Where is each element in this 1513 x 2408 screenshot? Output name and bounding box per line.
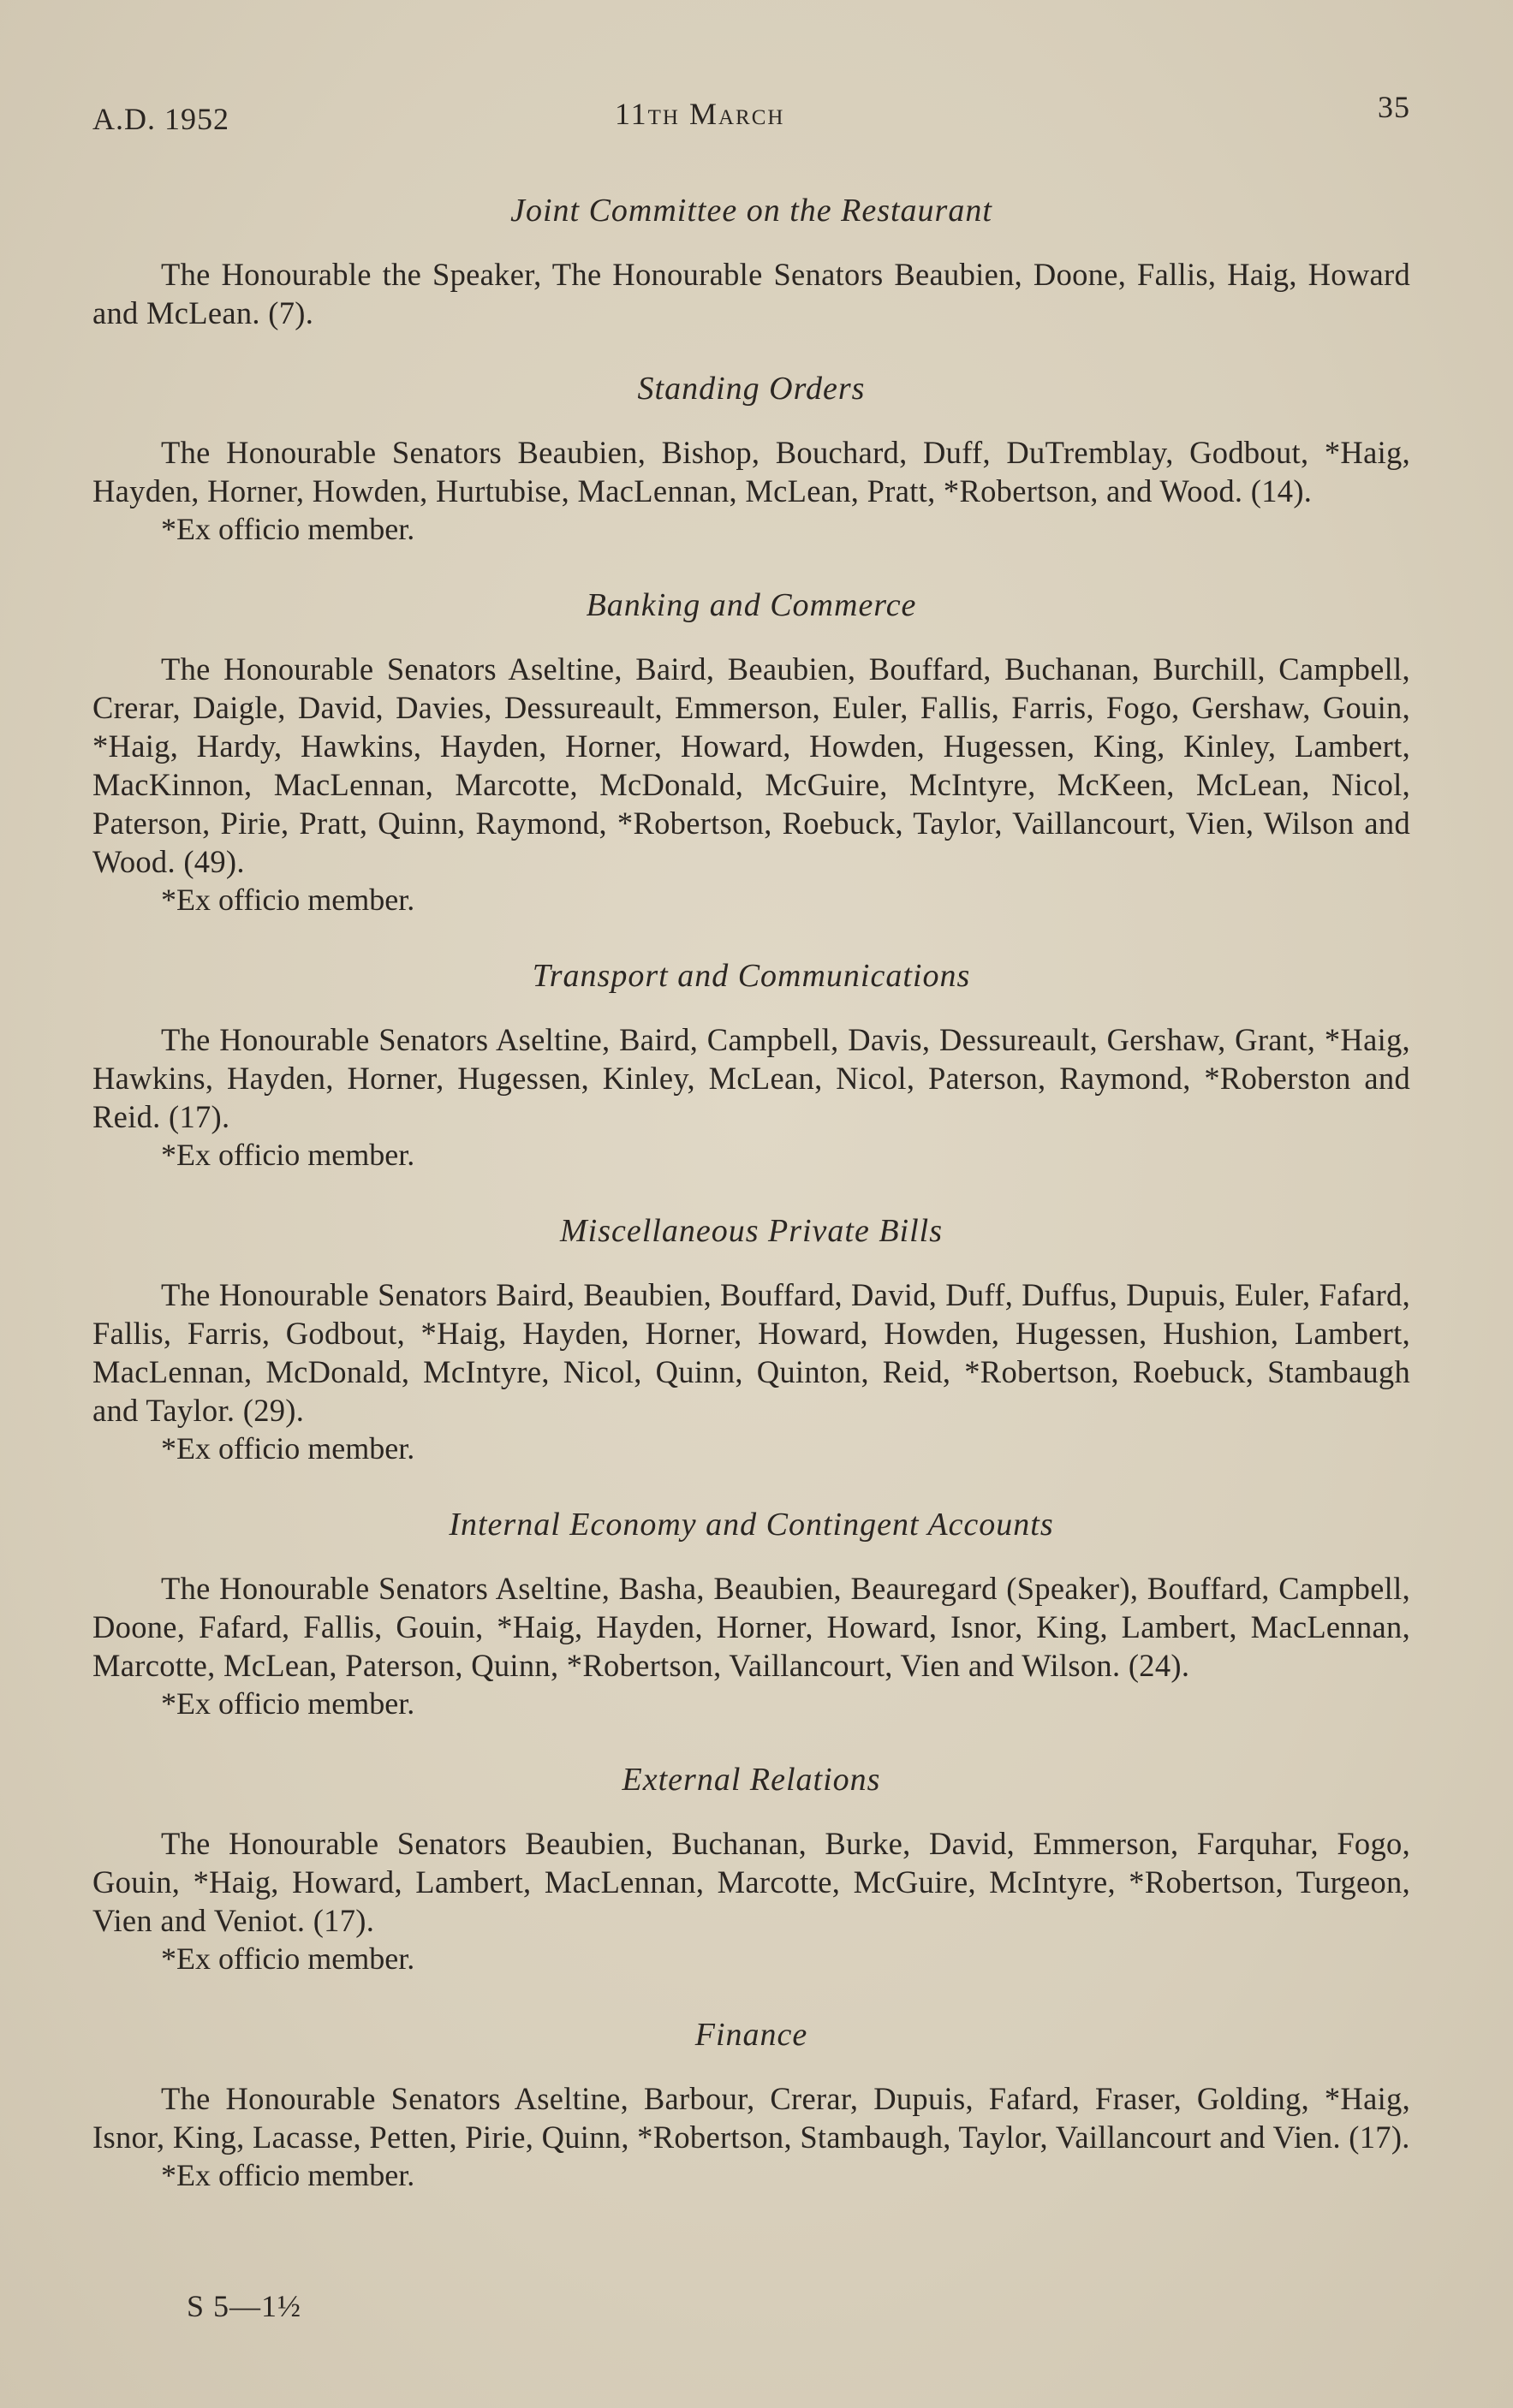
committee-members: The Honourable Senators Aseltine, Baird, Beaubien, Bouffard, Buchanan, Burchill, Campbell, Crerar, Daigle, David, Davies, Dessureault, Emmerson, Euler, Fallis, Farris, Fogo, Gershaw, Gouin, *Haig, Hardy, Hawkins, Hayden, Horner, Howard, Howden, Hugessen, King, Kinley, Lambert, MacKinnon, MacLennan, Marcotte, McDonald, McGuire, McIntyre, McKeen, McLean, Nicol, Paterson, Pirie, Pratt, Quinn, Raymond, *Robertson, Roebuck, Taylor, Vaillancourt, Vien, Wilson and Wood. (49).: [92, 651, 1410, 879]
committee-section: [92, 1212, 1410, 1468]
date-label: 11th March: [615, 97, 785, 131]
committee-section: [92, 1761, 1410, 1978]
committee-section: [92, 370, 1410, 549]
committee-section: [92, 586, 1410, 919]
committee-members: The Honourable Senators Beaubien, Buchanan, Burke, David, Emmerson, Farquhar, Fogo, Gouin, *Haig, Howard, Lambert, MacLennan, Marcotte, McGuire, McIntyre, *Robertson, Turgeon, Vien and Veniot. (17).: [92, 1826, 1410, 1938]
committee-members: The Honourable Senators Aseltine, Baird, Campbell, Davis, Dessureault, Gershaw, Grant, *Haig, Hawkins, Hayden, Horner, Hugessen, Kinley, McLean, Nicol, Paterson, Raymond, *Roberston and Reid. (17).: [92, 1022, 1410, 1134]
committee-title: Miscellaneous Private Bills: [559, 1213, 944, 1249]
committee-members: The Honourable Senators Baird, Beaubien, Bouffard, David, Duff, Duffus, Dupuis, Euler, Fafard, Fallis, Farris, Godbout, *Haig, Hayden, Horner, Howard, Howden, Hugessen, Hushion, Lambert, MacLennan, McDonald, McIntyre, Nicol, Quinn, Quinton, Reid, *Robertson, Roebuck, Stambaugh and Taylor. (29).: [92, 1277, 1410, 1428]
committee-section: [92, 1506, 1410, 1723]
ex-officio-note: *Ex officio member.: [161, 1431, 415, 1466]
committee-section: [92, 957, 1410, 1174]
committee-title: Standing Orders: [637, 371, 866, 407]
committee-members: The Honourable Senators Aseltine, Basha, Beaubien, Beauregard (Speaker), Bouffard, Campbell, Doone, Fafard, Fallis, Gouin, *Haig, Hayden, Horner, Howard, Isnor, King, Lambert, MacLennan, Marcotte, McLean, Paterson, Quinn, *Robertson, Vaillancourt, Vien and Wilson. (24).: [92, 1571, 1410, 1683]
ex-officio-note: *Ex officio member.: [161, 1686, 415, 1721]
committee-title: Internal Economy and Contingent Accounts: [449, 1507, 1054, 1543]
ex-officio-note: *Ex officio member.: [161, 2158, 415, 2192]
ex-officio-note: *Ex officio member.: [161, 883, 415, 917]
ex-officio-note: *Ex officio member.: [161, 512, 415, 546]
committee-members: The Honourable Senators Aseltine, Barbour, Crerar, Dupuis, Fafard, Fraser, Golding, *Haig, Isnor, King, Lacasse, Petten, Pirie, Quinn, *Robertson, Stambaugh, Taylor, Vaillancourt and Vien. (17).: [92, 2081, 1410, 2155]
committee-members: The Honourable Senators Beaubien, Bishop, Bouchard, Duff, DuTremblay, Godbout, *Haig, Hayden, Horner, Howden, Hurtubise, MacLennan, McLean, Pratt, *Robertson, and Wood. (14).: [92, 435, 1410, 508]
committee-title: Banking and Commerce: [586, 587, 917, 623]
ex-officio-note: *Ex officio member.: [161, 1138, 415, 1172]
committee-section: [92, 192, 1410, 332]
committee-title: Joint Committee on the Restaurant: [510, 193, 992, 229]
ex-officio-note: *Ex officio member.: [161, 1941, 415, 1976]
committee-members: The Honourable the Speaker, The Honourable Senators Beaubien, Doone, Fallis, Haig, Howard and McLean. (7).: [92, 257, 1410, 330]
signature-mark: S 5—1½: [187, 2289, 302, 2323]
committee-title: Transport and Communications: [532, 958, 971, 994]
year-label: A.D. 1952: [92, 102, 229, 136]
page-number: 35: [1378, 90, 1410, 124]
committee-title: Finance: [694, 2017, 808, 2053]
committee-section: [92, 2016, 1410, 2195]
committee-title: External Relations: [622, 1762, 881, 1798]
running-head: [92, 86, 1410, 154]
